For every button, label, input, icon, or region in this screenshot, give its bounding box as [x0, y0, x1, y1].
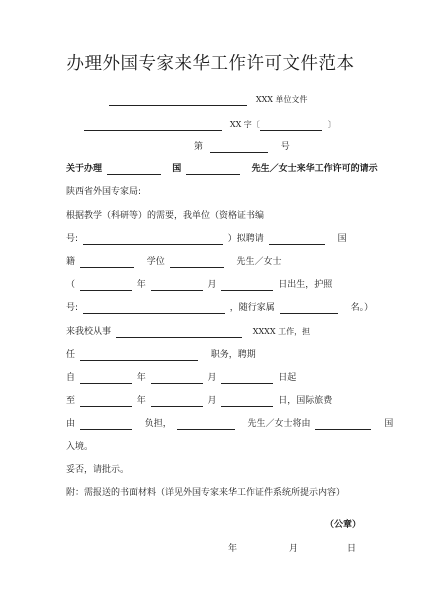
- blank-birth-year: [80, 280, 132, 291]
- text-segment: 学位: [146, 257, 165, 267]
- body-line-9: [66, 396, 332, 407]
- header-ref-prefix: XX 字〔: [229, 120, 260, 129]
- blank-unit: [109, 95, 247, 106]
- text-segment: 职务，聘期: [210, 350, 256, 360]
- text-segment: 年: [136, 373, 146, 383]
- blank-nationality: [269, 234, 325, 245]
- subject-suffix: 先生／女士来华工作许可的请示: [251, 164, 378, 174]
- header-line-ref: [84, 119, 336, 131]
- text-segment: 由: [66, 419, 76, 429]
- text-segment: 先生／女士将由: [247, 419, 311, 429]
- blank-start-day: [221, 373, 273, 384]
- blank-work: [116, 327, 242, 338]
- blank-end-day: [221, 396, 273, 407]
- body-line-1: 根据教学（科研等）的需要，我单位（资格证书编: [66, 211, 265, 221]
- text-segment: 国: [337, 234, 347, 244]
- document-title: 办理外国专家来华工作许可文件范本: [66, 54, 355, 74]
- text-segment: ）拟聘请: [227, 234, 264, 244]
- text-segment: 号:: [66, 303, 79, 313]
- text-segment: 月: [207, 396, 217, 406]
- header-ref-suffix: 〕: [327, 120, 336, 129]
- text-segment: 日出生，护照: [278, 280, 333, 290]
- official-seal-label: （公章）: [325, 520, 362, 530]
- date-month: 月: [289, 544, 299, 554]
- blank-degree: [170, 257, 224, 268]
- body-line-7: [66, 350, 256, 361]
- blank-position: [80, 350, 198, 361]
- header-line-unit: [109, 94, 308, 106]
- text-segment: 日，国际旅费: [278, 396, 333, 406]
- blank-name: [186, 164, 240, 175]
- blank-nationality-2: [80, 257, 134, 268]
- blank-country: [107, 164, 161, 175]
- text-segment: ，随行家属: [229, 303, 275, 313]
- blank-dependents: [280, 303, 338, 314]
- subject-mid: 国: [172, 164, 182, 174]
- text-segment: 先生／女士: [236, 257, 282, 267]
- text-segment: 年: [136, 396, 146, 406]
- blank-entry-country: [315, 419, 371, 430]
- blank-cert-number: [83, 234, 223, 245]
- body-line-5: [66, 303, 373, 314]
- text-segment: 自: [66, 373, 76, 383]
- text-segment: 名。）: [350, 303, 374, 313]
- text-segment: 负担，: [144, 419, 172, 429]
- blank-end-year: [80, 396, 132, 407]
- body-line-10: [66, 419, 393, 430]
- attachment-note: 附：需报送的书面材料（详见外国专家来华工作证件系统所提示内容）: [66, 488, 346, 498]
- subject-prefix: 关于办理: [66, 164, 103, 174]
- blank-number: [210, 142, 268, 153]
- blank-birth-month: [151, 280, 203, 291]
- body-line-12: 妥否，请批示。: [66, 465, 130, 475]
- body-line-3: [66, 257, 282, 268]
- text-segment: 月: [207, 373, 217, 383]
- addressee: 陕西省外国专家局:: [66, 187, 142, 197]
- text-segment: XXXX 工作，担: [252, 327, 311, 336]
- header-number-prefix: 第: [194, 142, 204, 152]
- text-segment: （: [66, 280, 76, 290]
- body-line-6: [66, 326, 310, 338]
- text-segment: 来我校从事: [66, 327, 112, 337]
- header-unit-label: XXX 单位文件: [255, 95, 308, 104]
- blank-start-year: [80, 373, 132, 384]
- blank-birth-day: [221, 280, 273, 291]
- body-line-2: [66, 234, 347, 245]
- text-segment: 国: [384, 419, 394, 429]
- subject-line: [66, 164, 378, 175]
- blank-ref: [84, 120, 222, 131]
- text-segment: 月: [207, 280, 217, 290]
- header-line-number: [194, 142, 290, 153]
- body-line-8: [66, 373, 296, 384]
- text-segment: 任: [66, 350, 76, 360]
- blank-ref-year: [260, 120, 322, 131]
- blank-travel-payer: [80, 419, 132, 430]
- blank-start-month: [151, 373, 203, 384]
- body-line-4: [66, 280, 332, 291]
- text-segment: 至: [66, 396, 76, 406]
- text-segment: 日起: [278, 373, 297, 383]
- blank-passport: [83, 303, 225, 314]
- body-line-11: 入境。: [66, 442, 94, 452]
- text-segment: 年: [136, 280, 146, 290]
- blank-person-name: [177, 419, 235, 430]
- text-segment: 号:: [66, 234, 79, 244]
- blank-end-month: [151, 396, 203, 407]
- text-segment: 籍: [66, 257, 76, 267]
- header-number-suffix: 号: [280, 142, 290, 152]
- date-year: 年: [228, 544, 238, 554]
- date-day: 日: [347, 544, 357, 554]
